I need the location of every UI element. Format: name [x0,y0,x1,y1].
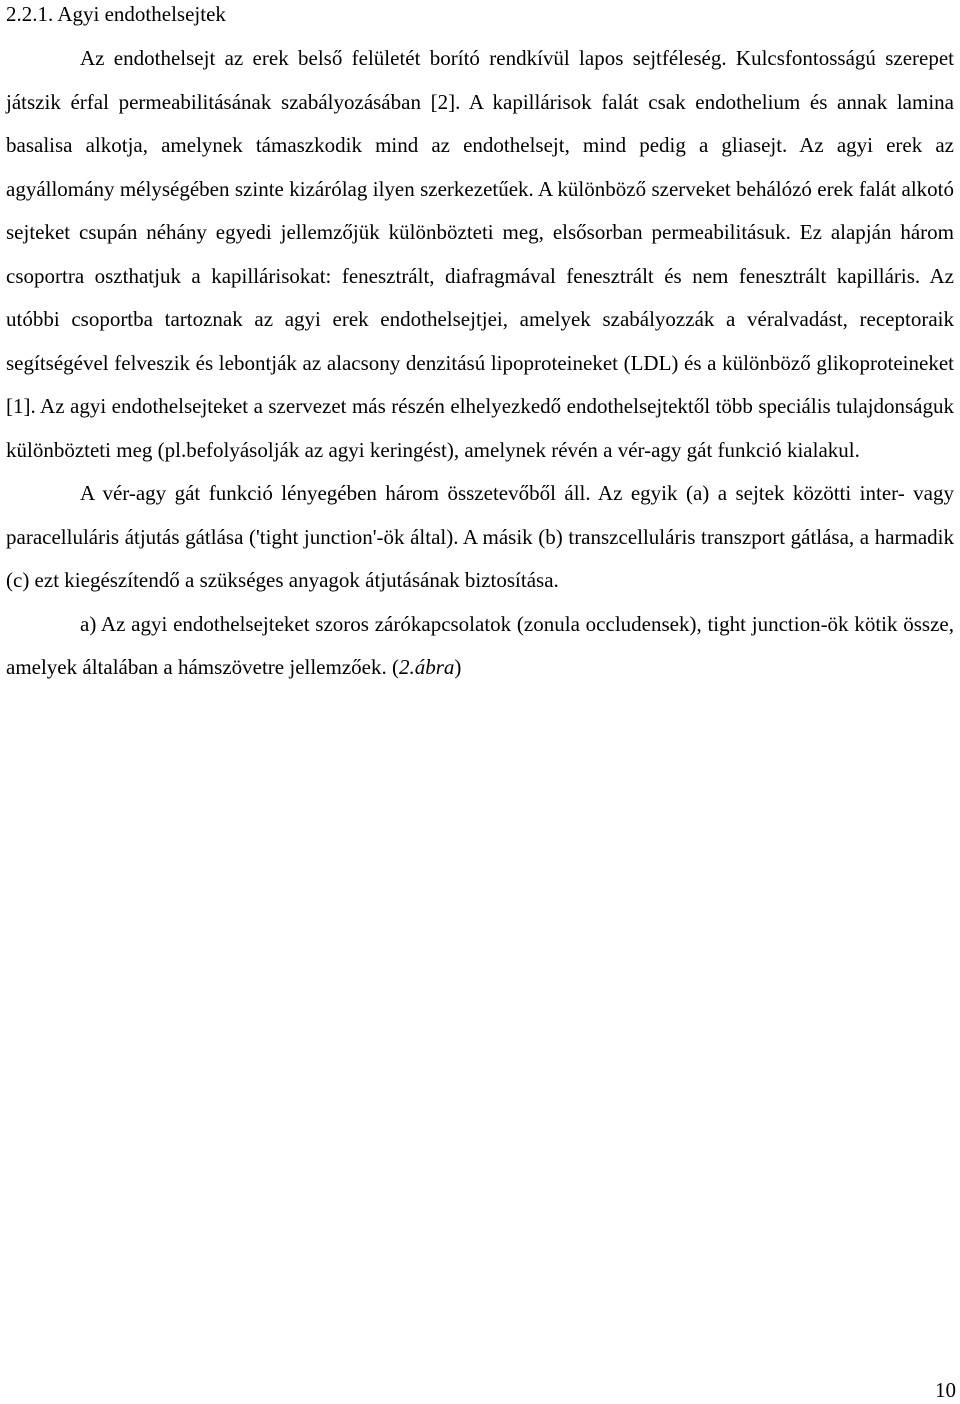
section-heading: 2.2.1. Agyi endothelsejtek [6,2,226,26]
paragraph-ver-agy-gat: A vér-agy gát funkció lényegében három összetevőből áll. Az egyik (a) a sejtek közötti inter- vagy paracelluláris átjutás gátlása ('tight junction'-ök által). A másik (b) transzcelluláris transzport gátlása, a harmadik (c) ezt kiegészítendő a szükséges anyagok átjutásának biztosítása. [6,481,954,592]
figure-reference: 2.ábra [398,655,455,679]
page-number: 10 [935,1378,956,1402]
paragraph-tight-junction-text: a) Az agyi endothelsejteket szoros zárókapcsolatok (zonula occludensek), tight junction-ök kötik össze, amelyek általában a hámszövetre jellemzőek. ( [6,611,954,679]
paragraph-endothelsejt: Az endothelsejt az erek belső felületét borító rendkívül lapos sejtféleség. Kulcsfontosságú szerepet játszik érfal permeabilitásának szabályozásában [2]. A kapillárisok falát csak endothelium és annak lamina basalisa alkotja, amelynek támaszkodik mind az endothelsejt, mind pedig a gliasejt. Az agyi erek az agyállomány mélységében szinte kizárólag ilyen szerkezetűek. A különböző szerveket behálózó erek falát alkotó sejteket csupán néhány egyedi jellemzőjük különbözteti meg, elsősorban permeabilitásuk. Ez alapján három csoportra oszthatjuk a kapillárisokat: fenesztrált, diafragmával fenesztrált és nem fenesztrált kapilláris. Az utóbbi csoportba tartoznak az agyi erek endothelsejtjei, amelyek szabályozzák a véralvadást, receptoraik segítségével felveszik és lebontják az alacsony denzitású lipoproteineket (LDL) és a különböző glikoproteineket [1]. Az agyi endothelsejteket a szervezet más részén elhelyezkedő endothelsejtektől több speciális tulajdonságuk különbözteti meg (pl.befolyásolják az agyi keringést), amelynek révén a vér-agy gát funkció kialakul. [6,46,954,462]
paragraph-tight-junction [6,603,954,690]
document-page [6,0,954,690]
paragraph-closing-paren: ) [454,655,462,679]
